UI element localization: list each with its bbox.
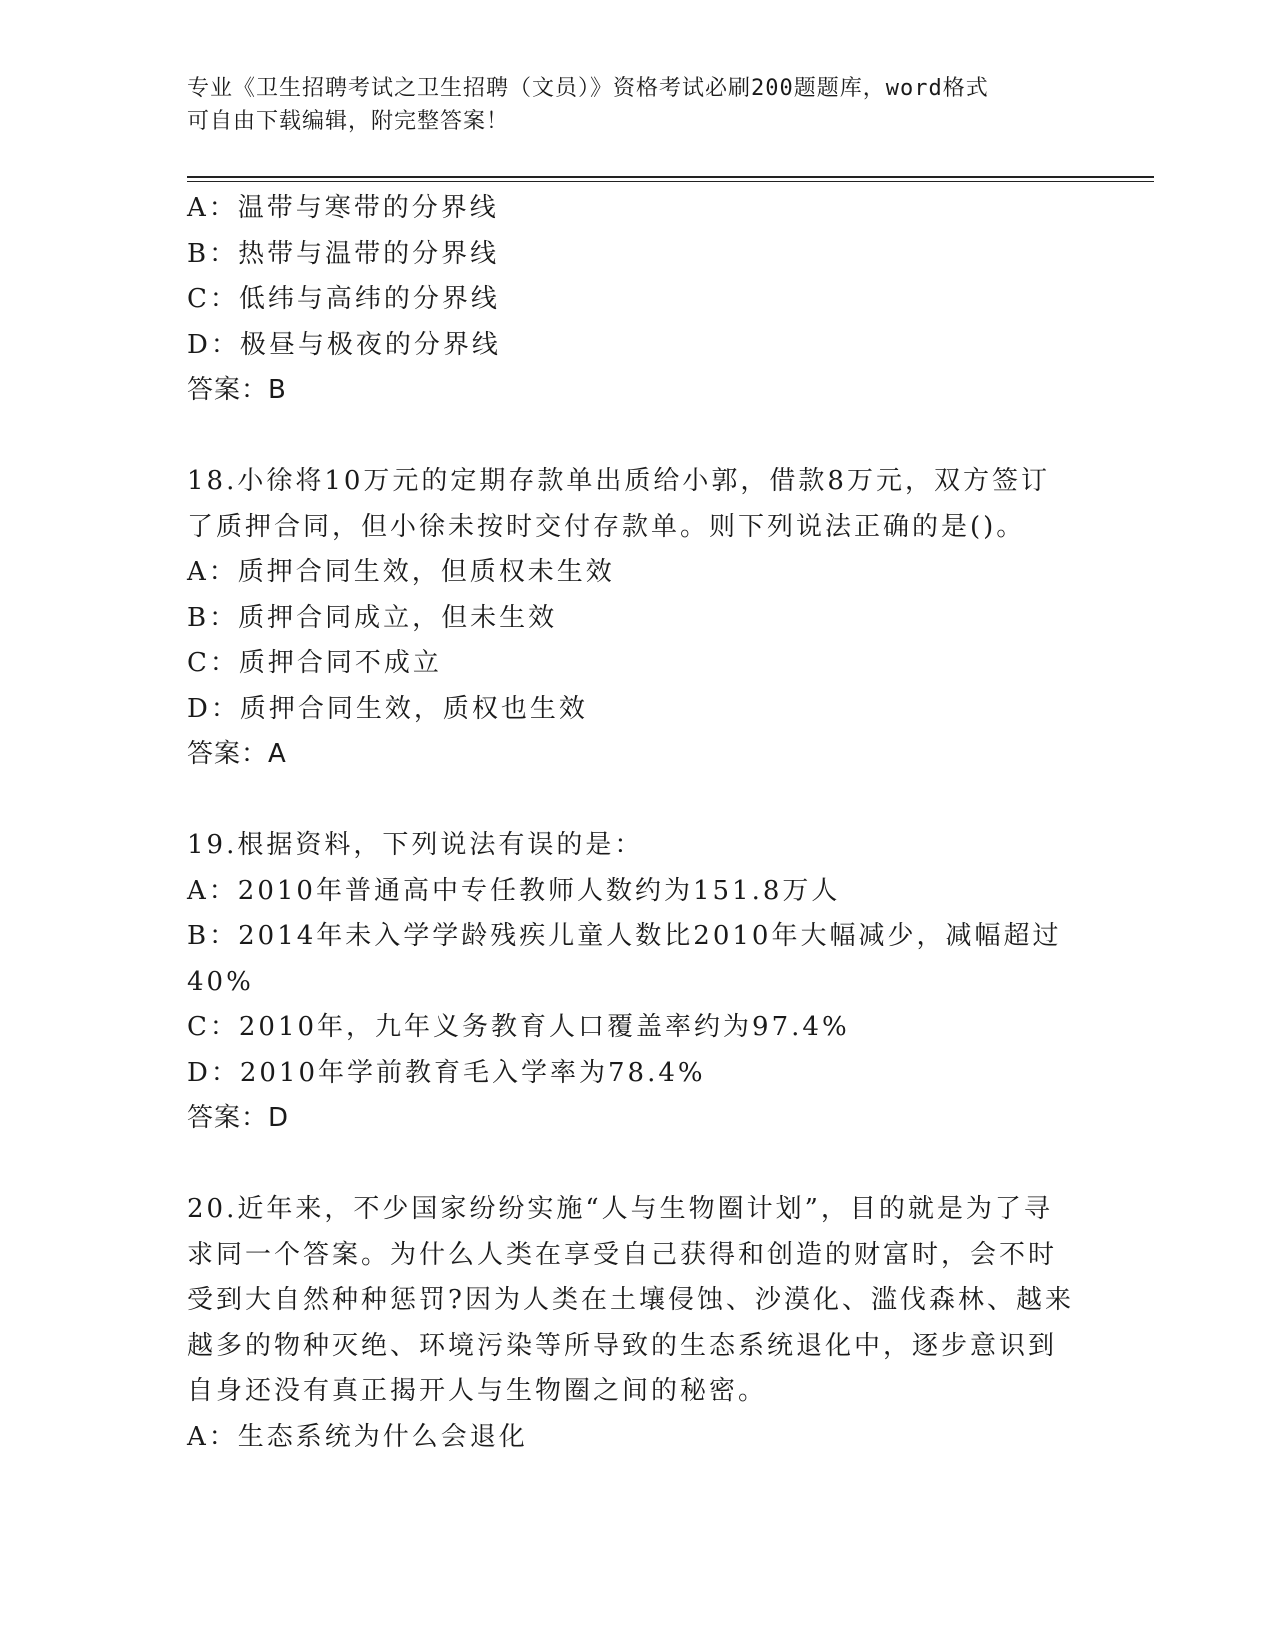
question-stem-line: 受到大自然种种惩罚?因为人类在土壤侵蚀、沙漠化、滥伐森林、越来 bbox=[187, 1285, 1074, 1315]
question-stem-line: 了质押合同，但小徐未按时交付存款单。则下列说法正确的是()。 bbox=[187, 511, 1026, 542]
header-title-line-2: 可自由下载编辑，附完整答案！ bbox=[187, 109, 510, 134]
spacer bbox=[187, 778, 1087, 824]
option-c: C：低纬与高纬的分界线 bbox=[187, 284, 500, 314]
question-stem-line: 19.根据资料，下列说法有误的是： bbox=[187, 830, 644, 860]
option-d: D：2010年学前教育毛入学率为78.4% bbox=[187, 1057, 706, 1088]
question-list bbox=[187, 186, 1087, 1460]
answer: 答案：B bbox=[187, 375, 287, 405]
option-d: D：质押合同生效，质权也生效 bbox=[187, 693, 588, 724]
header-title-line-1: 专业《卫生招聘考试之卫生招聘（文员）》资格考试必刷200题题库，word格式 bbox=[187, 76, 989, 101]
option-d: D：极昼与极夜的分界线 bbox=[187, 329, 501, 360]
option-b: B：热带与温带的分界线 bbox=[187, 238, 500, 269]
question-stem-line: 求同一个答案。为什么人类在享受自己获得和创造的财富时，会不时 bbox=[187, 1239, 1058, 1270]
option-b-continued: 40% bbox=[187, 966, 254, 997]
option-c: C：质押合同不成立 bbox=[187, 648, 442, 678]
question-stem-line: 越多的物种灭绝、环境污染等所导致的生态系统退化中，逐步意识到 bbox=[187, 1330, 1058, 1361]
question-19 bbox=[187, 823, 1087, 1142]
question-stem-line: 18.小徐将10万元的定期存款单出质给小郭，借款8万元，双方签订 bbox=[187, 466, 1050, 496]
question-18 bbox=[187, 459, 1087, 778]
document-header bbox=[187, 72, 1087, 138]
spacer bbox=[187, 1142, 1087, 1188]
option-b: B：2014年未入学学龄残疾儿童人数比2010年大幅减少，减幅超过 bbox=[187, 921, 1062, 951]
option-b: B：质押合同成立，但未生效 bbox=[187, 602, 558, 633]
question-stem-line: 20.近年来，不少国家纷纷实施“人与生物圈计划”，目的就是为了寻 bbox=[187, 1194, 1053, 1224]
question-stem-line: 自身还没有真正揭开人与生物圈之间的秘密。 bbox=[187, 1376, 768, 1406]
option-c: C：2010年，九年义务教育人口覆盖率约为97.4% bbox=[187, 1012, 850, 1042]
answer: 答案：D bbox=[187, 1103, 290, 1133]
spacer bbox=[187, 414, 1087, 460]
question-20 bbox=[187, 1187, 1087, 1460]
answer: 答案：A bbox=[187, 739, 287, 769]
option-a: A：温带与寒带的分界线 bbox=[187, 193, 499, 223]
header-divider bbox=[187, 176, 1154, 182]
option-a: A：2010年普通高中专任教师人数约为151.8万人 bbox=[187, 875, 841, 906]
option-a: A：生态系统为什么会退化 bbox=[187, 1421, 528, 1452]
option-a: A：质押合同生效，但质权未生效 bbox=[187, 557, 615, 587]
question-17 bbox=[187, 186, 1087, 414]
